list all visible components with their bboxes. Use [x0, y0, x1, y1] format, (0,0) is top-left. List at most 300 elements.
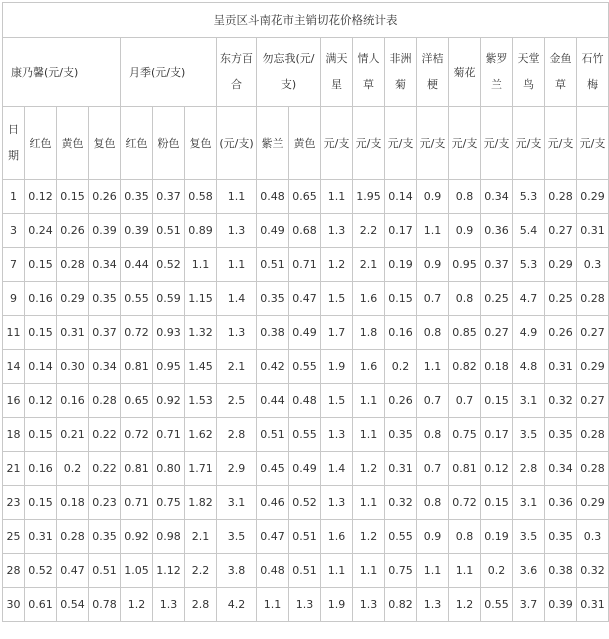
price-cell: 0.51 — [257, 248, 289, 282]
price-cell: 0.2 — [385, 350, 417, 384]
group-shizhumei — [577, 38, 609, 107]
group-mantianxing — [321, 38, 353, 107]
table-row — [3, 588, 609, 622]
price-cell: 0.15 — [385, 282, 417, 316]
price-cell: 0.14 — [25, 350, 57, 384]
price-cell: 0.32 — [577, 554, 609, 588]
group-jinyucao-line1: 金鱼 — [549, 52, 572, 65]
price-cell: 0.92 — [121, 520, 153, 554]
price-cell: 1.2 — [353, 520, 385, 554]
price-cell: 1.3 — [417, 588, 449, 622]
price-cell: 0.9 — [417, 248, 449, 282]
price-cell: 1.1 — [321, 180, 353, 214]
price-cell: 0.55 — [481, 588, 513, 622]
price-cell: 0.59 — [153, 282, 185, 316]
group-wuwangwo-line2: 支) — [280, 78, 297, 91]
price-cell: 0.75 — [385, 554, 417, 588]
table-row — [3, 350, 609, 384]
group-shizhumei-line1: 石竹 — [581, 52, 604, 65]
date-cell: 25 — [3, 520, 25, 554]
price-cell: 1.1 — [449, 554, 481, 588]
price-cell: 5.3 — [513, 248, 545, 282]
price-cell: 0.71 — [289, 248, 321, 282]
price-cell: 0.58 — [185, 180, 217, 214]
price-cell: 4.8 — [513, 350, 545, 384]
price-cell: 0.46 — [257, 486, 289, 520]
group-tiantangniao-line1: 天堂 — [517, 52, 540, 65]
price-cell: 0.29 — [545, 248, 577, 282]
table-row — [3, 248, 609, 282]
group-ziluolan-line2: 兰 — [491, 78, 502, 91]
price-cell: 0.35 — [257, 282, 289, 316]
price-cell: 0.95 — [153, 350, 185, 384]
date-cell: 21 — [3, 452, 25, 486]
subheader-cell: 粉色 — [153, 107, 185, 180]
price-cell: 0.2 — [481, 554, 513, 588]
price-cell: 0.29 — [577, 350, 609, 384]
flower-price-table — [2, 2, 609, 622]
price-cell: 0.15 — [25, 316, 57, 350]
price-cell: 2.2 — [353, 214, 385, 248]
price-cell: 0.55 — [289, 418, 321, 452]
price-cell: 0.29 — [577, 180, 609, 214]
date-cell: 18 — [3, 418, 25, 452]
price-cell: 0.48 — [257, 554, 289, 588]
price-cell: 0.28 — [57, 520, 89, 554]
price-cell: 5.3 — [513, 180, 545, 214]
price-cell: 2.1 — [217, 350, 257, 384]
price-cell: 0.34 — [545, 452, 577, 486]
price-cell: 0.51 — [289, 520, 321, 554]
price-cell: 0.34 — [481, 180, 513, 214]
group-feizhouju-line1: 非洲 — [389, 52, 412, 65]
price-cell: 1.05 — [121, 554, 153, 588]
subheader-cell: 元/支 — [353, 107, 385, 180]
table-row — [3, 486, 609, 520]
price-cell: 0.93 — [153, 316, 185, 350]
price-cell: 2.8 — [185, 588, 217, 622]
price-cell: 0.35 — [89, 520, 121, 554]
price-cell: 0.52 — [153, 248, 185, 282]
price-cell: 0.49 — [289, 452, 321, 486]
price-cell: 1.1 — [353, 384, 385, 418]
price-cell: 3.5 — [217, 520, 257, 554]
price-cell: 0.22 — [89, 452, 121, 486]
price-cell: 1.7 — [321, 316, 353, 350]
price-cell: 0.82 — [385, 588, 417, 622]
price-cell: 1.3 — [353, 588, 385, 622]
group-baihe-line1: 东方百 — [220, 52, 253, 65]
price-cell: 1.1 — [353, 486, 385, 520]
price-cell: 0.29 — [577, 486, 609, 520]
price-cell: 1.3 — [217, 214, 257, 248]
price-cell: 4.2 — [217, 588, 257, 622]
price-cell: 0.34 — [89, 248, 121, 282]
price-cell: 4.7 — [513, 282, 545, 316]
price-cell: 1.62 — [185, 418, 217, 452]
price-cell: 1.95 — [353, 180, 385, 214]
price-cell: 0.51 — [257, 418, 289, 452]
price-cell: 1.4 — [321, 452, 353, 486]
subheader-cell: 紫兰 — [257, 107, 289, 180]
price-cell: 0.27 — [577, 384, 609, 418]
group-kangnaixin: 康乃馨(元/支) — [3, 38, 121, 107]
price-cell: 0.18 — [481, 350, 513, 384]
price-cell: 0.71 — [153, 418, 185, 452]
price-cell: 1.5 — [321, 384, 353, 418]
price-cell: 0.14 — [385, 180, 417, 214]
subheader-cell: (元/支) — [217, 107, 257, 180]
price-cell: 0.44 — [121, 248, 153, 282]
group-mantianxing-line1: 满天 — [325, 52, 348, 65]
price-cell: 0.8 — [417, 486, 449, 520]
price-cell: 0.32 — [385, 486, 417, 520]
price-cell: 0.27 — [545, 214, 577, 248]
price-cell: 0.31 — [577, 214, 609, 248]
price-cell: 0.8 — [449, 520, 481, 554]
price-cell: 2.8 — [513, 452, 545, 486]
price-cell: 1.2 — [353, 452, 385, 486]
price-cell: 2.5 — [217, 384, 257, 418]
group-jinyucao — [545, 38, 577, 107]
price-cell: 1.45 — [185, 350, 217, 384]
price-cell: 0.35 — [545, 520, 577, 554]
price-cell: 0.42 — [257, 350, 289, 384]
price-cell: 0.22 — [89, 418, 121, 452]
price-cell: 0.81 — [121, 452, 153, 486]
price-cell: 3.1 — [513, 486, 545, 520]
price-cell: 0.47 — [257, 520, 289, 554]
price-cell: 0.25 — [481, 282, 513, 316]
price-cell: 0.47 — [57, 554, 89, 588]
group-mantianxing-line2: 星 — [331, 78, 342, 91]
price-cell: 0.7 — [417, 282, 449, 316]
price-cell: 0.31 — [545, 350, 577, 384]
price-cell: 0.9 — [417, 520, 449, 554]
price-cell: 0.7 — [417, 452, 449, 486]
price-cell: 0.54 — [57, 588, 89, 622]
price-cell: 1.82 — [185, 486, 217, 520]
price-cell: 1.5 — [321, 282, 353, 316]
date-cell: 23 — [3, 486, 25, 520]
subheader-cell: 红色 — [25, 107, 57, 180]
price-cell: 0.47 — [289, 282, 321, 316]
price-cell: 1.1 — [257, 588, 289, 622]
subheader-cell: 复色 — [185, 107, 217, 180]
price-cell: 1.32 — [185, 316, 217, 350]
price-cell: 0.61 — [25, 588, 57, 622]
price-cell: 0.37 — [89, 316, 121, 350]
subheader-cell: 红色 — [121, 107, 153, 180]
price-cell: 0.12 — [481, 452, 513, 486]
price-cell: 3.5 — [513, 418, 545, 452]
subheader-cell: 复色 — [89, 107, 121, 180]
price-cell: 0.65 — [121, 384, 153, 418]
price-cell: 0.12 — [25, 180, 57, 214]
price-cell: 0.81 — [121, 350, 153, 384]
price-cell: 0.36 — [545, 486, 577, 520]
table-row — [3, 452, 609, 486]
price-cell: 1.15 — [185, 282, 217, 316]
price-cell: 1.9 — [321, 350, 353, 384]
price-cell: 0.16 — [57, 384, 89, 418]
price-cell: 0.26 — [545, 316, 577, 350]
price-cell: 1.6 — [353, 350, 385, 384]
subheader-row — [3, 107, 609, 180]
price-cell: 0.15 — [481, 384, 513, 418]
date-header-line2: 期 — [8, 149, 19, 162]
price-cell: 0.37 — [481, 248, 513, 282]
subheader-cell: 黄色 — [57, 107, 89, 180]
table-row — [3, 554, 609, 588]
price-cell: 0.35 — [89, 282, 121, 316]
date-cell: 9 — [3, 282, 25, 316]
price-cell: 1.1 — [353, 554, 385, 588]
price-cell: 2.2 — [185, 554, 217, 588]
price-cell: 1.1 — [417, 214, 449, 248]
table-row — [3, 384, 609, 418]
price-cell: 0.2 — [57, 452, 89, 486]
table-row — [3, 214, 609, 248]
price-cell: 1.6 — [353, 282, 385, 316]
price-cell: 0.65 — [289, 180, 321, 214]
price-cell: 0.31 — [577, 588, 609, 622]
price-cell: 2.8 — [217, 418, 257, 452]
table-row — [3, 520, 609, 554]
price-cell: 0.26 — [385, 384, 417, 418]
subheader-cell: 元/支 — [545, 107, 577, 180]
subheader-cell: 元/支 — [481, 107, 513, 180]
price-cell: 3.5 — [513, 520, 545, 554]
price-cell: 1.2 — [321, 248, 353, 282]
price-cell: 0.78 — [89, 588, 121, 622]
price-cell: 0.71 — [121, 486, 153, 520]
price-cell: 1.2 — [449, 588, 481, 622]
group-baihe — [217, 38, 257, 107]
price-cell: 0.16 — [25, 282, 57, 316]
group-tiantangniao — [513, 38, 545, 107]
group-jinyucao-line2: 草 — [555, 78, 566, 91]
price-cell: 1.3 — [289, 588, 321, 622]
group-feizhouju-line2: 菊 — [395, 78, 406, 91]
price-cell: 0.23 — [89, 486, 121, 520]
table-row — [3, 316, 609, 350]
group-wuwangwo-line1: 勿忘我(元/ — [262, 52, 315, 65]
subheader-cell: 元/支 — [449, 107, 481, 180]
price-cell: 0.81 — [449, 452, 481, 486]
group-qingrencao-line1: 情人 — [357, 52, 380, 65]
price-cell: 3.1 — [217, 486, 257, 520]
price-cell: 0.80 — [153, 452, 185, 486]
price-cell: 0.8 — [417, 316, 449, 350]
price-cell: 0.16 — [25, 452, 57, 486]
price-cell: 0.82 — [449, 350, 481, 384]
date-cell: 3 — [3, 214, 25, 248]
table-title: 呈贡区斗南花市主销切花价格统计表 — [3, 3, 609, 38]
price-cell: 1.8 — [353, 316, 385, 350]
date-cell: 28 — [3, 554, 25, 588]
price-cell: 0.35 — [121, 180, 153, 214]
price-cell: 0.32 — [545, 384, 577, 418]
price-cell: 0.21 — [57, 418, 89, 452]
price-cell: 0.49 — [257, 214, 289, 248]
group-feizhouju — [385, 38, 417, 107]
price-cell: 0.26 — [57, 214, 89, 248]
price-cell: 3.7 — [513, 588, 545, 622]
price-cell: 1.1 — [417, 554, 449, 588]
price-cell: 0.75 — [449, 418, 481, 452]
price-cell: 1.3 — [321, 418, 353, 452]
group-tiantangniao-line2: 鸟 — [523, 78, 534, 91]
group-qingrencao-line2: 草 — [363, 78, 374, 91]
price-cell: 1.1 — [353, 418, 385, 452]
date-header-line1: 日 — [8, 123, 19, 136]
price-cell: 0.75 — [153, 486, 185, 520]
price-cell: 0.8 — [417, 418, 449, 452]
price-cell: 1.3 — [321, 214, 353, 248]
price-cell: 0.7 — [449, 384, 481, 418]
price-cell: 0.3 — [577, 248, 609, 282]
price-cell: 0.31 — [25, 520, 57, 554]
price-cell: 0.7 — [417, 384, 449, 418]
price-cell: 0.28 — [545, 180, 577, 214]
price-cell: 0.51 — [289, 554, 321, 588]
price-cell: 1.2 — [121, 588, 153, 622]
price-cell: 0.31 — [385, 452, 417, 486]
price-cell: 0.48 — [289, 384, 321, 418]
price-cell: 0.51 — [89, 554, 121, 588]
subheader-cell: 黄色 — [289, 107, 321, 180]
price-cell: 0.15 — [481, 486, 513, 520]
price-cell: 0.38 — [257, 316, 289, 350]
price-cell: 2.1 — [353, 248, 385, 282]
price-cell: 0.35 — [385, 418, 417, 452]
group-header-row — [3, 38, 609, 107]
subheader-cell: 元/支 — [321, 107, 353, 180]
price-cell: 0.15 — [25, 418, 57, 452]
date-header — [3, 107, 25, 180]
price-cell: 0.45 — [257, 452, 289, 486]
price-cell: 2.9 — [217, 452, 257, 486]
price-cell: 4.9 — [513, 316, 545, 350]
price-cell: 0.28 — [577, 418, 609, 452]
price-cell: 5.4 — [513, 214, 545, 248]
date-cell: 30 — [3, 588, 25, 622]
price-cell: 3.1 — [513, 384, 545, 418]
price-cell: 0.35 — [545, 418, 577, 452]
price-cell: 0.68 — [289, 214, 321, 248]
title-row — [3, 3, 609, 38]
price-cell: 0.27 — [481, 316, 513, 350]
group-yangjiegeng-line1: 洋桔 — [421, 52, 444, 65]
price-cell: 1.1 — [185, 248, 217, 282]
price-cell: 0.44 — [257, 384, 289, 418]
price-cell: 0.52 — [25, 554, 57, 588]
price-cell: 1.1 — [321, 554, 353, 588]
price-cell: 0.3 — [577, 520, 609, 554]
price-cell: 0.15 — [25, 248, 57, 282]
group-yangjiegeng — [417, 38, 449, 107]
price-cell: 1.12 — [153, 554, 185, 588]
price-cell: 0.15 — [57, 180, 89, 214]
price-cell: 3.8 — [217, 554, 257, 588]
group-juhua: 菊花 — [449, 38, 481, 107]
price-cell: 1.1 — [217, 248, 257, 282]
subheader-cell: 元/支 — [417, 107, 449, 180]
group-shizhumei-line2: 梅 — [587, 78, 599, 91]
group-ziluolan — [481, 38, 513, 107]
price-cell: 0.49 — [289, 316, 321, 350]
price-cell: 0.95 — [449, 248, 481, 282]
price-cell: 3.6 — [513, 554, 545, 588]
price-cell: 0.48 — [257, 180, 289, 214]
price-cell: 0.16 — [385, 316, 417, 350]
price-cell: 0.9 — [449, 214, 481, 248]
date-cell: 11 — [3, 316, 25, 350]
price-cell: 0.28 — [577, 452, 609, 486]
price-cell: 0.18 — [57, 486, 89, 520]
price-cell: 1.3 — [217, 316, 257, 350]
price-cell: 0.24 — [25, 214, 57, 248]
table-body — [3, 3, 609, 622]
price-cell: 0.36 — [481, 214, 513, 248]
price-cell: 0.15 — [25, 486, 57, 520]
price-cell: 0.31 — [57, 316, 89, 350]
price-cell: 1.1 — [217, 180, 257, 214]
price-cell: 0.85 — [449, 316, 481, 350]
price-cell: 1.4 — [217, 282, 257, 316]
price-cell: 0.55 — [385, 520, 417, 554]
price-cell: 0.19 — [385, 248, 417, 282]
price-cell: 0.26 — [89, 180, 121, 214]
subheader-cell: 元/支 — [513, 107, 545, 180]
date-cell: 14 — [3, 350, 25, 384]
price-cell: 0.25 — [545, 282, 577, 316]
price-cell: 0.19 — [481, 520, 513, 554]
price-cell: 0.12 — [25, 384, 57, 418]
group-yangjiegeng-line2: 梗 — [427, 78, 438, 91]
price-cell: 0.28 — [57, 248, 89, 282]
table-row — [3, 418, 609, 452]
price-cell: 0.72 — [121, 316, 153, 350]
price-cell: 0.17 — [481, 418, 513, 452]
price-cell: 0.39 — [545, 588, 577, 622]
price-cell: 1.1 — [417, 350, 449, 384]
price-cell: 0.39 — [89, 214, 121, 248]
group-qingrencao — [353, 38, 385, 107]
price-cell: 0.72 — [449, 486, 481, 520]
table-row — [3, 282, 609, 316]
subheader-cell: 元/支 — [385, 107, 417, 180]
group-ziluolan-line1: 紫罗 — [485, 52, 508, 65]
price-cell: 1.3 — [153, 588, 185, 622]
price-cell: 1.53 — [185, 384, 217, 418]
price-cell: 0.38 — [545, 554, 577, 588]
price-cell: 0.29 — [57, 282, 89, 316]
price-cell: 0.92 — [153, 384, 185, 418]
price-cell: 1.3 — [321, 486, 353, 520]
price-cell: 0.51 — [153, 214, 185, 248]
table-row — [3, 180, 609, 214]
price-cell: 0.52 — [289, 486, 321, 520]
price-cell: 0.55 — [121, 282, 153, 316]
price-cell: 0.34 — [89, 350, 121, 384]
price-cell: 0.98 — [153, 520, 185, 554]
price-cell: 0.9 — [417, 180, 449, 214]
price-cell: 2.1 — [185, 520, 217, 554]
price-cell: 0.89 — [185, 214, 217, 248]
price-cell: 0.8 — [449, 282, 481, 316]
